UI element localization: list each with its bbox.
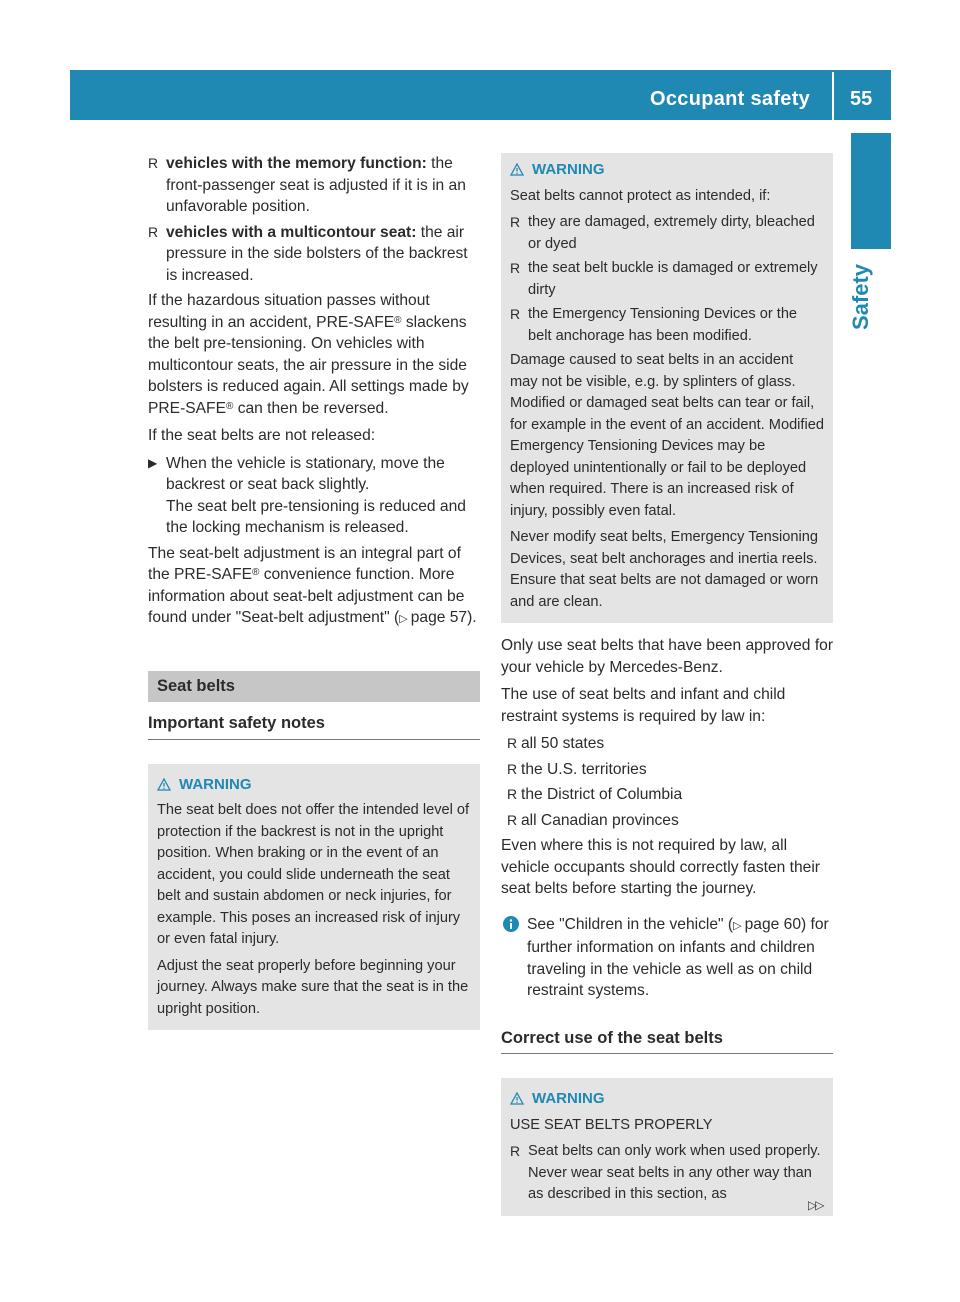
text: slackens the belt pre-tensioning. On vehicles with multicontour seats, the air pressure in the side bolsters is reduced again. All settings made by PRE-SAFE	[148, 313, 469, 417]
section-title: Occupant safety	[650, 88, 811, 110]
text: convenience function. More information about seat-belt adjustment can be found under "Seat-belt adjustment" (	[148, 566, 465, 626]
list-text: the District of Columbia	[521, 786, 683, 803]
warning-box	[501, 1078, 833, 1216]
list-item	[501, 733, 833, 755]
list-text: they are damaged, extremely dirty, bleached or dyed	[528, 214, 815, 252]
list-item	[510, 1141, 824, 1206]
warning-text: The seat belt does not offer the intended level of protection if the backrest is not in the upright position. When braking or in the event of an accident, you could slide underneath the seat belt and sustain abdomen or neck injuries, for example. This poses an increased risk of injury or even fatal injury.	[157, 802, 470, 947]
bullet-marker: R	[148, 155, 159, 171]
paragraph: Even where this is not required by law, all vehicle occupants should correctly fasten their seat belts before starting the journey.	[501, 837, 820, 897]
warning-header	[157, 774, 471, 796]
bullet-bold: vehicles with a multicontour seat:	[166, 223, 417, 241]
registered-mark: ®	[225, 400, 234, 412]
text: ) for further information on infants and children traveling in the vehicle as well as on child restraint systems.	[527, 915, 829, 999]
warning-header	[510, 1088, 824, 1110]
bullet-marker: R	[507, 786, 518, 802]
info-icon	[503, 916, 519, 932]
right-column	[501, 153, 833, 1216]
warning-label: WARNING	[532, 161, 605, 178]
warning-box	[148, 764, 480, 1031]
header-divider	[832, 72, 834, 120]
bullet-marker: R	[507, 811, 518, 828]
list-text: the Emergency Tensioning Devices or the belt anchorage has been modified.	[528, 306, 798, 344]
page-reference[interactable]: page 57	[410, 609, 468, 626]
warning-box	[501, 153, 833, 623]
warning-triangle-icon	[510, 1092, 524, 1105]
list-item	[501, 810, 833, 832]
page-ref-icon: ▷	[399, 613, 411, 625]
text: The seat-belt adjustment is an integral part of the PRE-SAFE	[148, 544, 461, 583]
warning-triangle-icon	[510, 163, 524, 176]
paragraph: Only use seat belts that have been approved for your vehicle by Mercedes-Benz.	[501, 637, 834, 676]
bullet-marker: R	[510, 214, 521, 230]
subheading: Correct use of the seat belts	[501, 1028, 833, 1055]
paragraph	[148, 543, 480, 631]
warning-label: WARNING	[179, 775, 252, 793]
list-item	[510, 212, 824, 255]
text: can then be reversed.	[233, 399, 389, 417]
page-number: 55	[850, 88, 873, 110]
section-heading: Seat belts	[148, 671, 480, 703]
list-text: the U.S. territories	[521, 760, 647, 778]
bullet-marker: R	[510, 1143, 521, 1159]
left-column	[148, 153, 480, 1030]
list-item	[510, 304, 824, 347]
text: If the hazardous situation passes without resulting in an accident, PRE-SAFE	[148, 292, 430, 331]
info-note	[501, 914, 833, 1002]
text: ).	[467, 609, 477, 626]
step-arrow-icon: ▶	[148, 455, 158, 470]
warning-label: WARNING	[532, 1090, 605, 1107]
step-text: When the vehicle is stationary, move the backrest or seat back slightly.	[166, 454, 445, 493]
paragraph	[148, 290, 480, 419]
bullet-text: the front-passenger seat is adjusted if it is in an unfavorable position.	[166, 155, 466, 215]
warning-text: Damage caused to seat belts in an accident may not be visible, e.g. by splinters of glass. Modified or damaged seat belts can tear or fail, for example in the event of an accident. Modified Emergency Tensioning Devices may be deployed unintentionally or fail to be deployed when required. There is an increased risk of injury, possibly even fatal.	[510, 352, 824, 519]
side-label: Safety	[848, 263, 873, 330]
subheading: Important safety notes	[148, 713, 480, 740]
registered-mark: ®	[252, 567, 260, 578]
list-text: Seat belts can only work when used properly. Never wear seat belts in any other way than as described in this section, as	[528, 1143, 821, 1202]
paragraph: The use of seat belts and infant and child restraint systems is required by law in:	[501, 686, 786, 725]
page-reference[interactable]: page 60	[744, 915, 801, 933]
bullet-marker: R	[507, 760, 518, 777]
list-item	[148, 222, 480, 287]
bullet-marker: R	[510, 306, 521, 322]
warning-header	[510, 159, 824, 181]
registered-mark: ®	[394, 314, 402, 326]
warning-text: Never modify seat belts, Emergency Tensioning Devices, seat belt anchorages and inertia reels. Ensure that seat belts are not damaged or worn and are clean.	[510, 529, 819, 610]
continue-marker: ▷▷	[808, 1198, 823, 1212]
side-tab	[851, 133, 891, 249]
bullet-text: the air pressure in the side bolsters of the backrest is increased.	[166, 223, 468, 284]
action-step	[148, 453, 480, 539]
text: See "Children in the vehicle" (	[527, 915, 734, 933]
list-text: the seat belt buckle is damaged or extremely dirty	[528, 260, 818, 298]
list-item	[501, 759, 833, 781]
bullet-marker: R	[510, 260, 521, 276]
list-text: all Canadian provinces	[521, 811, 679, 829]
page-ref-icon: ▷	[733, 919, 745, 932]
warning-text: USE SEAT BELTS PROPERLY	[510, 1116, 713, 1133]
bullet-marker: R	[148, 223, 159, 240]
step-result: The seat belt pre-tensioning is reduced and the locking mechanism is released.	[166, 497, 466, 536]
warning-text: Adjust the seat properly before beginning your journey. Always make sure that the seat is in the upright position.	[157, 957, 469, 1017]
list-text: all 50 states	[521, 735, 605, 752]
list-item	[510, 258, 824, 301]
list-item	[501, 784, 833, 806]
warning-text: Seat belts cannot protect as intended, if:	[510, 187, 771, 204]
bullet-bold: vehicles with the memory function:	[166, 155, 427, 172]
bullet-marker: R	[507, 735, 518, 751]
warning-triangle-icon	[157, 778, 171, 791]
list-item	[148, 153, 480, 218]
paragraph: If the seat belts are not released:	[148, 427, 376, 444]
